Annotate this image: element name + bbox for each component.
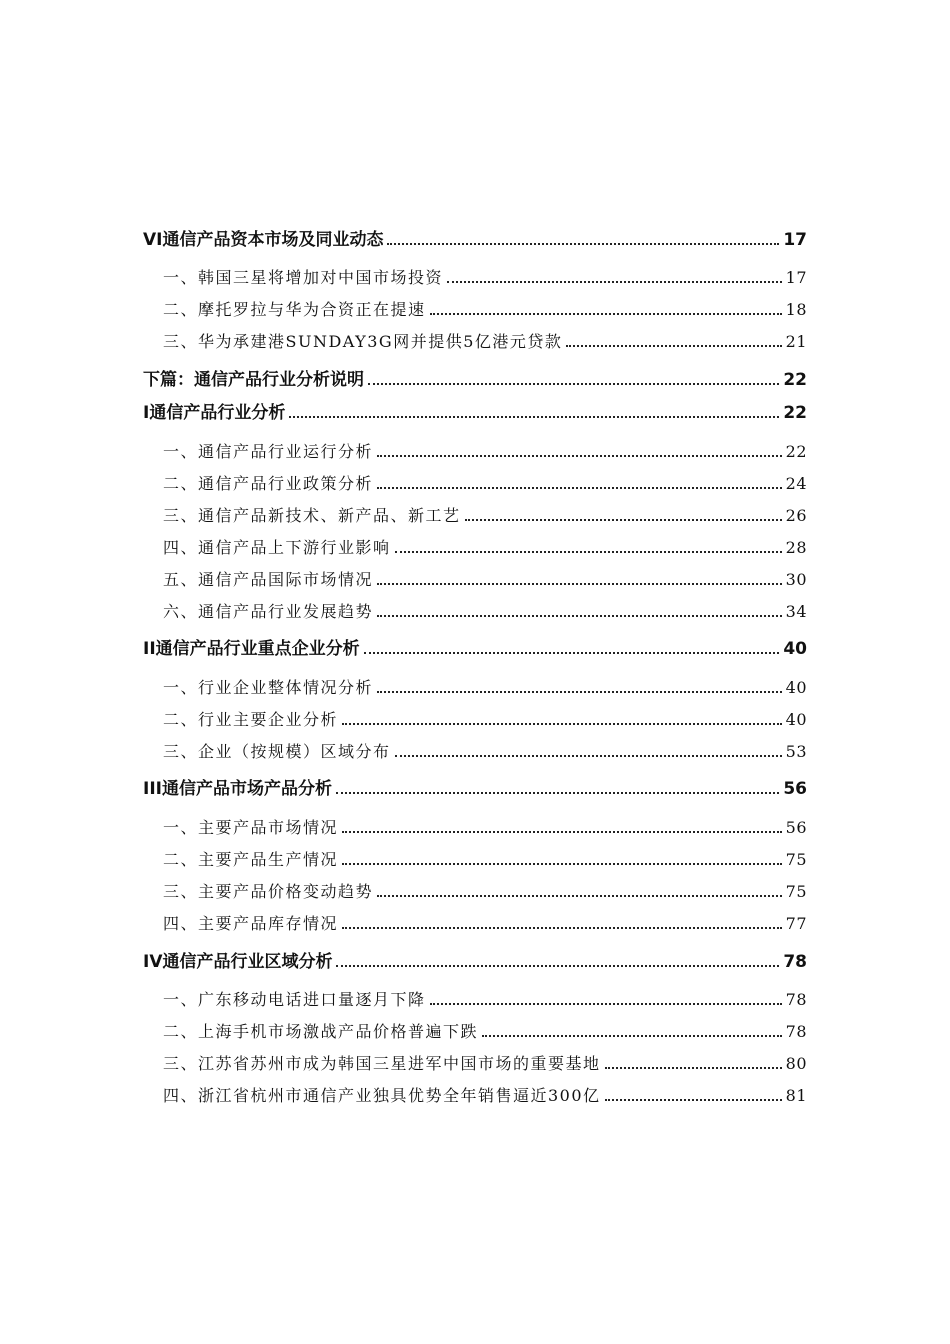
toc-entry-title: 六、通信产品行业发展趋势 — [163, 602, 374, 621]
toc-entry[interactable] — [163, 676, 807, 700]
toc-entry[interactable] — [163, 440, 807, 464]
toc-entry-title: 一、韩国三星将增加对中国市场投资 — [163, 268, 444, 287]
toc-page-number: 81 — [785, 1086, 807, 1105]
toc-page-number: 28 — [785, 538, 807, 557]
toc-page-number: 22 — [785, 442, 807, 461]
toc-leader-dots — [336, 965, 779, 967]
toc-page-number: 78 — [785, 1022, 807, 1041]
toc-entry-title: 二、上海手机市场激战产品价格普遍下跌 — [163, 1022, 479, 1041]
toc-page-number: 22 — [783, 370, 807, 390]
toc-entry[interactable] — [163, 600, 807, 624]
toc-entry-section-vi[interactable] — [143, 228, 807, 252]
toc-entry[interactable] — [163, 1052, 807, 1076]
toc-entry-title: 四、主要产品库存情况 — [163, 914, 339, 933]
toc-page-number: 17 — [785, 268, 807, 287]
toc-leader-dots — [377, 487, 782, 489]
toc-entry[interactable] — [163, 298, 807, 322]
toc-entry-title: 二、摩托罗拉与华为合资正在提速 — [163, 300, 426, 319]
toc-entry-title: VI通信产品资本市场及同业动态 — [143, 230, 384, 250]
toc-page-number: 24 — [785, 474, 807, 493]
toc-entry[interactable] — [163, 1020, 807, 1044]
toc-entry-title: 四、浙江省杭州市通信产业独具优势全年销售逼近300亿 — [163, 1086, 601, 1105]
toc-entry-title: 二、主要产品生产情况 — [163, 850, 339, 869]
toc-leader-dots — [377, 691, 782, 693]
toc-page-number: 78 — [783, 952, 807, 972]
toc-page-number: 17 — [783, 230, 807, 250]
toc-page-number: 26 — [785, 506, 807, 525]
toc-page-number: 53 — [785, 742, 807, 761]
toc-leader-dots — [447, 281, 782, 283]
toc-page-number: 56 — [783, 779, 807, 799]
toc-leader-dots — [342, 927, 782, 929]
toc-leader-dots — [377, 615, 782, 617]
toc-entry-title: 一、主要产品市场情况 — [163, 818, 339, 837]
toc-page-number: 18 — [785, 300, 807, 319]
toc-leader-dots — [342, 863, 782, 865]
toc-leader-dots — [395, 551, 782, 553]
toc-leader-dots — [605, 1099, 782, 1101]
toc-entry-part-2[interactable] — [143, 368, 807, 392]
toc-page-number: 75 — [785, 882, 807, 901]
toc-leader-dots — [605, 1067, 782, 1069]
toc-entry-title: III通信产品市场产品分析 — [143, 779, 332, 799]
toc-entry-title: 四、通信产品上下游行业影响 — [163, 538, 391, 557]
toc-leader-dots — [336, 792, 779, 794]
toc-leader-dots — [465, 519, 782, 521]
toc-entry[interactable] — [163, 568, 807, 592]
toc-entry[interactable] — [163, 816, 807, 840]
toc-leader-dots — [377, 895, 782, 897]
toc-entry-title: 三、主要产品价格变动趋势 — [163, 882, 374, 901]
toc-entry[interactable] — [163, 848, 807, 872]
toc-entry[interactable] — [163, 740, 807, 764]
toc-page-number: 30 — [785, 570, 807, 589]
toc-leader-dots — [342, 831, 782, 833]
toc-entry-title: 一、广东移动电话进口量逐月下降 — [163, 990, 426, 1009]
toc-entry-section-i[interactable] — [143, 401, 807, 425]
toc-page-number: 40 — [785, 710, 807, 729]
toc-leader-dots — [566, 345, 781, 347]
toc-page-number: 21 — [785, 332, 807, 351]
toc-page-number: 56 — [785, 818, 807, 837]
toc-leader-dots — [368, 383, 779, 385]
toc-entry-title: I通信产品行业分析 — [143, 403, 286, 423]
toc-leader-dots — [430, 1003, 782, 1005]
toc-page-number: 77 — [785, 914, 807, 933]
toc-entry-title: 二、通信产品行业政策分析 — [163, 474, 374, 493]
toc-entry[interactable] — [163, 708, 807, 732]
toc-entry[interactable] — [163, 1084, 807, 1108]
toc-entry-title: II通信产品行业重点企业分析 — [143, 639, 360, 659]
toc-page-number: 34 — [785, 602, 807, 621]
toc-page-number: 40 — [785, 678, 807, 697]
toc-leader-dots — [430, 313, 782, 315]
toc-entry[interactable] — [163, 536, 807, 560]
toc-entry-title: IV通信产品行业区域分析 — [143, 952, 333, 972]
toc-entry[interactable] — [163, 472, 807, 496]
toc-leader-dots — [377, 583, 782, 585]
toc-page-number: 40 — [783, 639, 807, 659]
toc-leader-dots — [482, 1035, 782, 1037]
toc-entry-title: 下篇：通信产品行业分析说明 — [143, 370, 364, 390]
toc-entry-title: 三、华为承建港SUNDAY3G网并提供5亿港元贷款 — [163, 332, 563, 351]
toc-entry[interactable] — [163, 880, 807, 904]
toc-page-number: 75 — [785, 850, 807, 869]
toc-leader-dots — [342, 723, 782, 725]
toc-leader-dots — [289, 416, 779, 418]
toc-entry[interactable] — [163, 330, 807, 354]
toc-leader-dots — [364, 652, 780, 654]
toc-leader-dots — [387, 243, 779, 245]
toc-page-number: 78 — [785, 990, 807, 1009]
toc-page-number: 22 — [783, 403, 807, 423]
toc-entry-title: 一、行业企业整体情况分析 — [163, 678, 374, 697]
toc-page-number: 80 — [785, 1054, 807, 1073]
toc-entry[interactable] — [163, 912, 807, 936]
toc-entry-section-iv[interactable] — [143, 950, 807, 974]
toc-entry-title: 三、企业（按规模）区域分布 — [163, 742, 391, 761]
toc-entry-section-ii[interactable] — [143, 637, 807, 661]
toc-entry[interactable] — [163, 266, 807, 290]
toc-entry[interactable] — [163, 988, 807, 1012]
toc-leader-dots — [377, 455, 782, 457]
toc-entry-title: 一、通信产品行业运行分析 — [163, 442, 374, 461]
toc-entry-title: 二、行业主要企业分析 — [163, 710, 339, 729]
toc-entry-section-iii[interactable] — [143, 777, 807, 801]
toc-entry[interactable] — [163, 504, 807, 528]
toc-leader-dots — [395, 755, 782, 757]
toc-entry-title: 三、江苏省苏州市成为韩国三星进军中国市场的重要基地 — [163, 1054, 601, 1073]
toc-entry-title: 三、通信产品新技术、新产品、新工艺 — [163, 506, 461, 525]
toc-entry-title: 五、通信产品国际市场情况 — [163, 570, 374, 589]
